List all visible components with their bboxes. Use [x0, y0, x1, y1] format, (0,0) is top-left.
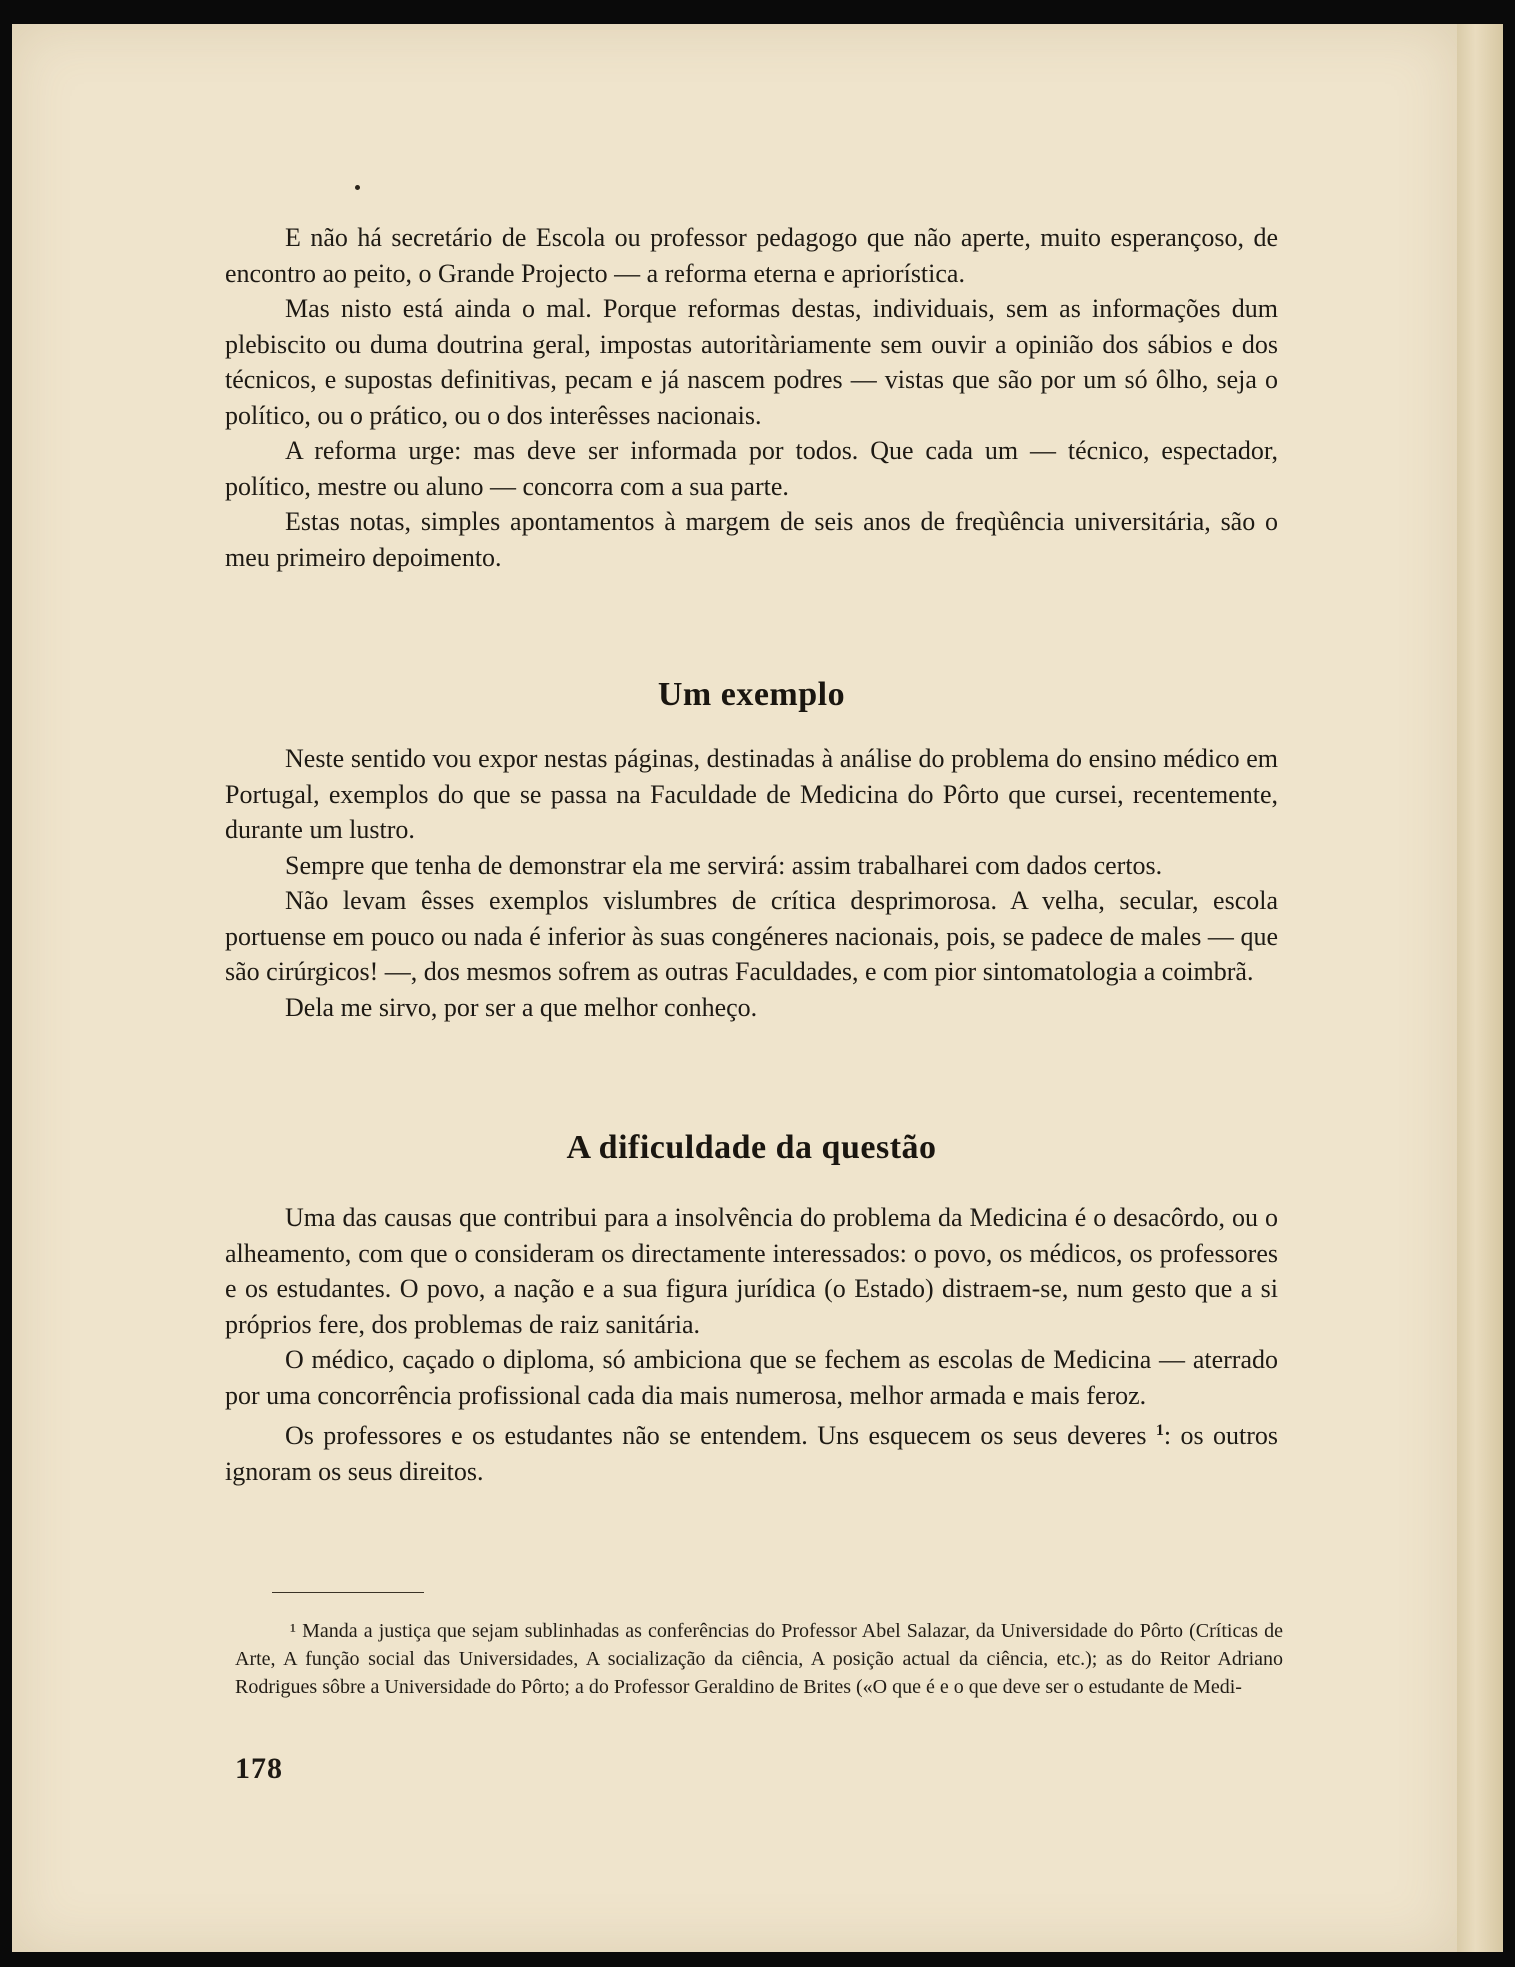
paragraph-text: : os outros ignoram os seus direitos.: [225, 1421, 1279, 1486]
page-edge: [1457, 24, 1503, 1952]
paragraph: Neste sentido vou expor nestas páginas, destinadas à análise do problema do ensino médico em Portugal, exemplos do que se passa na Faculdade de Medicina do Pôrto que cursei, recentemente, durante um lustro.: [225, 744, 1278, 844]
footnote-reference: 1: [1155, 1422, 1164, 1439]
paragraph: Estas notas, simples apontamentos à margem de seis anos de freqùência universitária, são o meu primeiro depoimento.: [225, 507, 1278, 572]
paragraph: E não há secretário de Escola ou professor pedagogo que não aperte, muito esperançoso, de encontro ao peito, o Grande Projecto — a reforma eterna e apriorística.: [225, 223, 1278, 288]
ink-speck: [355, 185, 360, 190]
footnote: [235, 1617, 1283, 1701]
paragraph: O médico, caçado o diploma, só ambiciona que se fechem as escolas de Medicina — aterrado por uma concorrência profissional cada dia mais numerosa, melhor armada e mais feroz.: [225, 1345, 1278, 1410]
paragraph: A reforma urge: mas deve ser informada por todos. Que cada um — técnico, espectador, político, mestre ou aluno — concorra com a sua parte.: [225, 436, 1278, 501]
section-heading: Um exemplo: [657, 676, 846, 713]
paragraph: Dela me sirvo, por ser a que melhor conheço.: [285, 992, 758, 1022]
paragraph-text: Os professores e os estudantes não se entendem. Uns esquecem os seus deveres: [285, 1421, 1147, 1450]
paragraph: Sempre que tenha de demonstrar ela me servirá: assim trabalharei com dados certos.: [285, 850, 1163, 880]
page-number: 178: [235, 1752, 283, 1785]
footnote-text: ¹ Manda a justiça que sejam sublinhadas as conferências do Professor Abel Salazar, da Universidade do Pôrto (Críticas de Arte, A função social das Universidades, A socialização da ciência, A posição actual da ciência, etc.); as do Reitor Adriano Rodrigues sôbre a Universidade do Pôrto; a do Professor Geraldino de Brites («O que é e o que deve ser o estudante de Medi-: [235, 1620, 1283, 1698]
intro-text: [225, 220, 1278, 575]
section-text: [225, 1200, 1278, 1489]
paragraph: [225, 1413, 1278, 1489]
paragraph: Mas nisto está ainda o mal. Porque reformas destas, individuais, sem as informações dum plebiscito ou duma doutrina geral, impostas autoritàriamente sem ouvir a opinião dos sábios e dos técnicos, e supostas definitivas, pecam e já nascem podres — vistas que são por um só ôlho, seja o político, ou o prático, ou o dos interêsses nacionais.: [225, 294, 1278, 430]
paragraph: Não levam êsses exemplos vislumbres de crítica desprimorosa. A velha, secular, escola portuense em pouco ou nada é inferior às suas congéneres nacionais, pois, se padece de males — que são cirúrgicos! —, dos mesmos sofrem as outras Faculdades, e com pior sintomatologia a coimbrã.: [225, 886, 1278, 986]
footnote-divider: [272, 1592, 424, 1593]
section-heading: A dificuldade da questão: [566, 1129, 937, 1166]
section-text: [225, 741, 1278, 1025]
paragraph: Uma das causas que contribui para a insolvência do problema da Medicina é o desacôrdo, ou o alheamento, com que o consideram os directamente interessados: o povo, os médicos, os professores e os estudantes. O povo, a nação e a sua figura jurídica (o Estado) distraem-se, num gesto que a si próprios fere, dos problemas de raiz sanitária.: [225, 1203, 1278, 1339]
